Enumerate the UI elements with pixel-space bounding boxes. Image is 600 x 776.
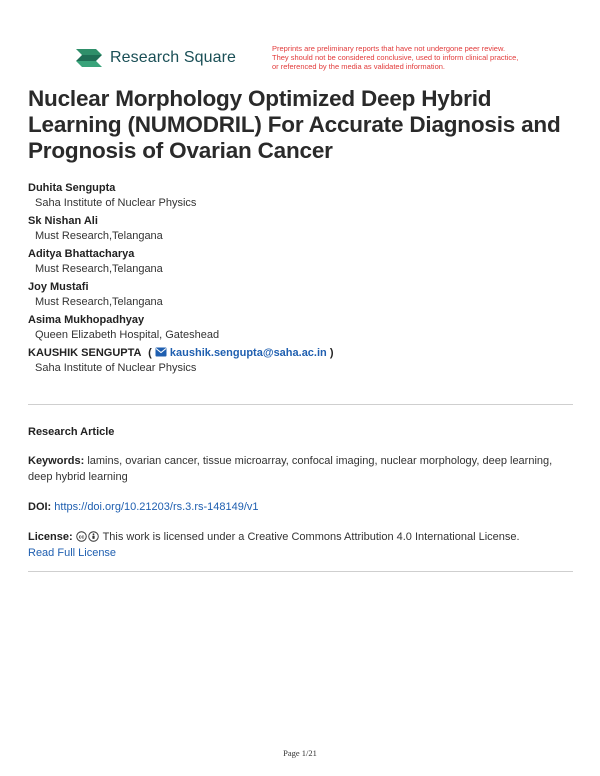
corresponding-author-entry [28,346,573,376]
cc-icon [76,531,87,542]
license-label: License: [28,531,73,543]
paper-title: Nuclear Morphology Optimized Deep Hybrid Learning (NUMODRIL) For Accurate Diagnosis and Prognosis of Ovarian Cancer [28,86,561,163]
author-affiliation: Saha Institute of Nuclear Physics [35,197,197,209]
author-entry [28,247,573,277]
disclaimer-line: Preprints are preliminary reports that have not undergone peer review. [272,44,506,53]
license-text: This work is licensed under a Creative Commons Attribution 4.0 International License. [102,531,520,543]
author-entry [28,214,573,244]
author-name[interactable]: Aditya Bhattacharya [28,248,135,260]
keywords-text: lamins, ovarian cancer, tissue microarray, confocal imaging, nuclear morphology, deep learning, deep hybrid learning [28,455,553,483]
author-affiliation: Must Research,Telangana [35,263,163,275]
author-name[interactable]: Duhita Sengupta [28,182,116,194]
author-name[interactable]: Sk Nishan Ali [28,215,98,227]
corresponding-email-link[interactable]: kaushik.sengupta@saha.ac.in [169,347,327,359]
doi-label: DOI: [28,501,52,513]
email-close-paren: ) [329,347,334,359]
author-affiliation: Must Research,Telangana [35,230,163,242]
divider [28,571,573,572]
research-square-logo-icon [74,46,104,70]
keywords [28,453,573,485]
svg-text:cc: cc [78,534,85,541]
doi [28,499,573,515]
brand-name: Research Square [110,49,237,66]
license-icons [76,531,100,542]
by-icon [88,531,99,542]
author-entry [28,181,573,211]
article-type-label: Research Article [28,426,115,438]
page-number: Page 1/21 [283,748,317,758]
author-list [28,181,573,379]
preprint-disclaimer [272,44,542,71]
author-affiliation: Saha Institute of Nuclear Physics [35,362,197,374]
article-type [28,424,573,440]
envelope-icon [155,347,167,357]
disclaimer-line: They should not be considered conclusive, used to inform clinical practice, [272,53,519,62]
corresponding-author-name[interactable]: KAUSHIK SENGUPTA [28,347,142,359]
divider [28,404,573,405]
email-open-paren: ( [148,347,152,359]
author-name[interactable]: Asima Mukhopadhyay [28,314,145,326]
read-full-license-link[interactable]: Read Full License [28,547,117,559]
keywords-label: Keywords: [28,455,85,467]
author-affiliation: Queen Elizabeth Hospital, Gateshead [35,329,220,341]
author-entry [28,280,573,310]
author-affiliation: Must Research,Telangana [35,296,163,308]
license [28,529,573,561]
brand[interactable] [74,46,236,70]
author-entry [28,313,573,343]
disclaimer-line: or referenced by the media as validated information. [272,62,446,71]
author-name[interactable]: Joy Mustafi [28,281,89,293]
doi-link[interactable]: https://doi.org/10.21203/rs.3.rs-148149/v1 [54,501,259,513]
